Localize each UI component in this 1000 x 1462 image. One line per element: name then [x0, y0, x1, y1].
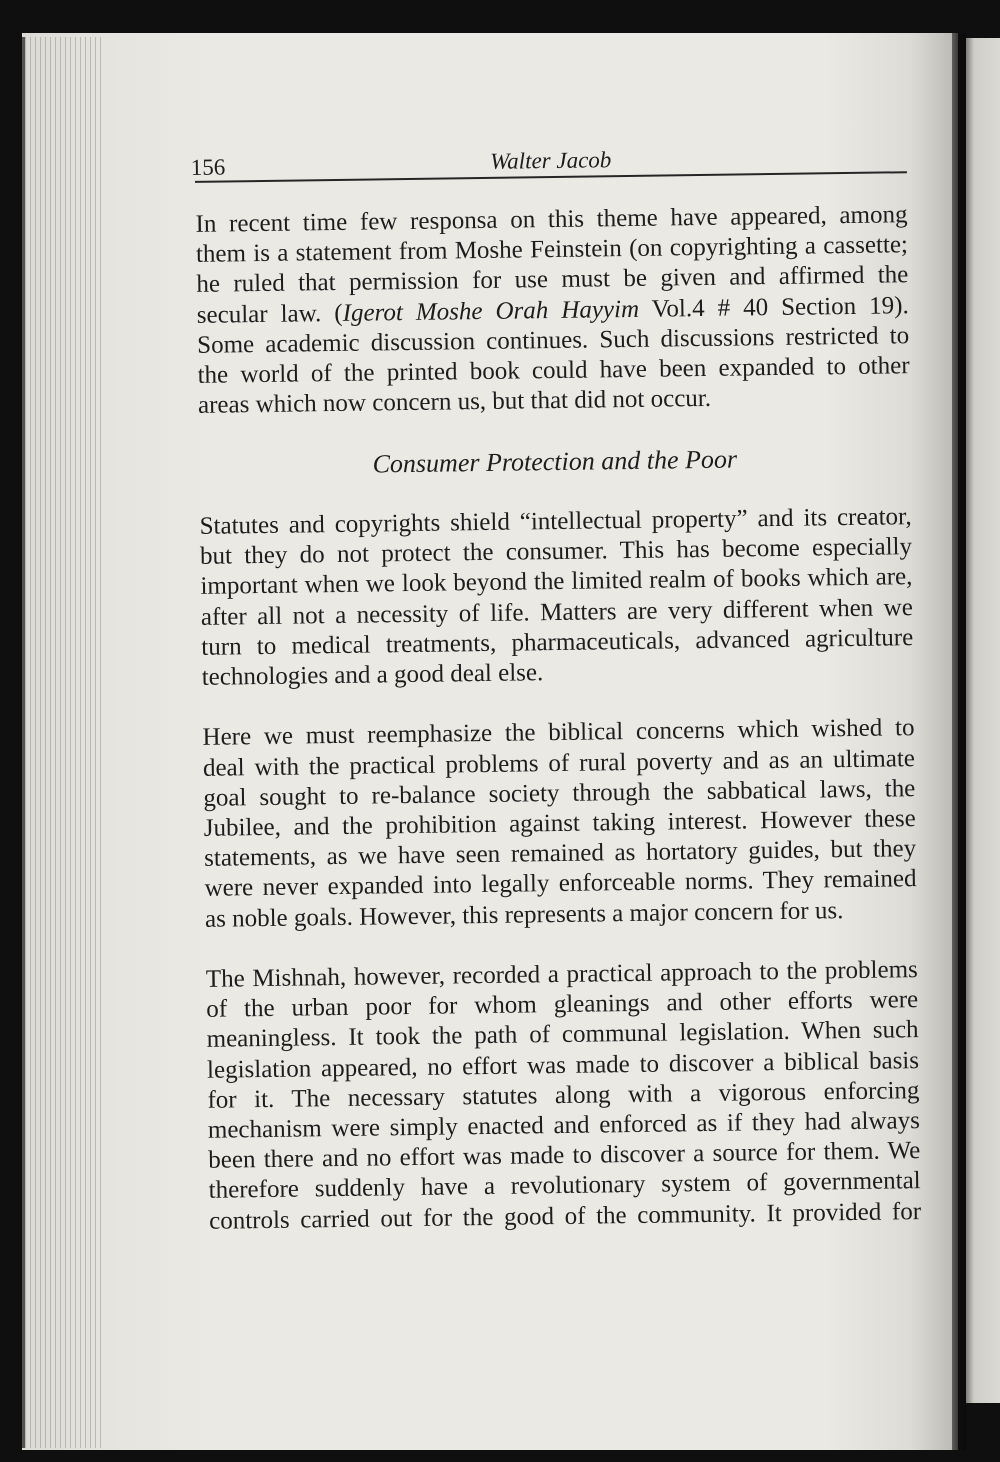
text-line: after all not a necessity of life. Matters are very different when we [200, 593, 914, 631]
paragraph [199, 502, 913, 693]
text-line: been there and no effort was made to discover a source for them. We [208, 1137, 921, 1175]
page-header [190, 145, 907, 181]
text-line: Statutes and copyrights shield “intellectual property” and its creator, [199, 503, 912, 540]
page-number: 156 [190, 154, 226, 180]
text-line: meaningless. It took the path of communal legislation. When such [206, 1016, 919, 1054]
text-line: deal with the practical problems of rural poverty and as an ultimate [202, 744, 916, 782]
text-line: legislation appeared, no effort was made to discover a biblical basis [206, 1046, 920, 1084]
book-title: Igerot Moshe Orah Hayyim [342, 295, 640, 327]
text-line: for it. The necessary statutes along with a vigorous enforcing [207, 1076, 920, 1114]
text-segment: Vol.4 # 40 Section 19). [638, 291, 909, 323]
page-content [190, 145, 922, 1245]
body-text [195, 200, 921, 1236]
text-line: were never expanded into legally enforceable norms. They remained [204, 865, 917, 903]
text-line: controls carried out for the good of the community. It provided for [208, 1197, 922, 1235]
text-line: he ruled that permission for use must be given and affirmed the [196, 261, 909, 299]
text-segment: secular law. ( [196, 299, 343, 329]
binding-shadow [952, 33, 966, 1450]
running-head: Walter Jacob [489, 147, 612, 174]
text-line: the world of the printed book could have been expanded to other [197, 352, 910, 389]
paragraph [195, 200, 910, 421]
text-line: The Mishnah, however, recorded a practical approach to the problems [205, 956, 918, 993]
facing-page-edge [966, 38, 1000, 1403]
text-line: areas which now concern us, but that did not occur. [197, 385, 712, 420]
text-line: technologies and a good deal else. [201, 659, 544, 691]
text-line: therefore suddenly have a revolutionary system of governmental [208, 1167, 921, 1205]
text-line: as noble goals. However, this represents a major concern for us. [204, 896, 844, 933]
text-line: of the urban poor for whom gleanings and other efforts were [206, 986, 919, 1024]
page-stack-edge [22, 37, 103, 1448]
text-line: Some academic discussion continues. Such discussions restricted to [197, 322, 910, 359]
section-heading: Consumer Protection and the Poor [372, 444, 738, 479]
text-line: mechanism were simply enacted and enforced as if they had always [207, 1107, 921, 1144]
text-line: goal sought to re-balance society through the sabbatical laws, the [203, 774, 916, 812]
text-line: important when we look beyond the limited realm of books which are, [200, 563, 913, 601]
paragraph [206, 955, 922, 1236]
text-line: In recent time few responsa on this theme have appeared, among [195, 201, 908, 238]
text-line: turn to medical treatments, pharmaceuticals, advanced agriculture [201, 623, 914, 661]
text-line: them is a statement from Moshe Feinstein (on copyrighting a cassette; [195, 231, 909, 269]
text-line: Here we must reemphasize the biblical concerns which wished to [202, 714, 915, 752]
text-line: statements, as we have seen remained as hortatory guides, but they [204, 835, 917, 873]
text-line: Jubilee, and the prohibition against taking interest. However these [203, 805, 916, 842]
paragraph [202, 714, 917, 935]
text-line: but they do not protect the consumer. This has become especially [199, 533, 913, 571]
